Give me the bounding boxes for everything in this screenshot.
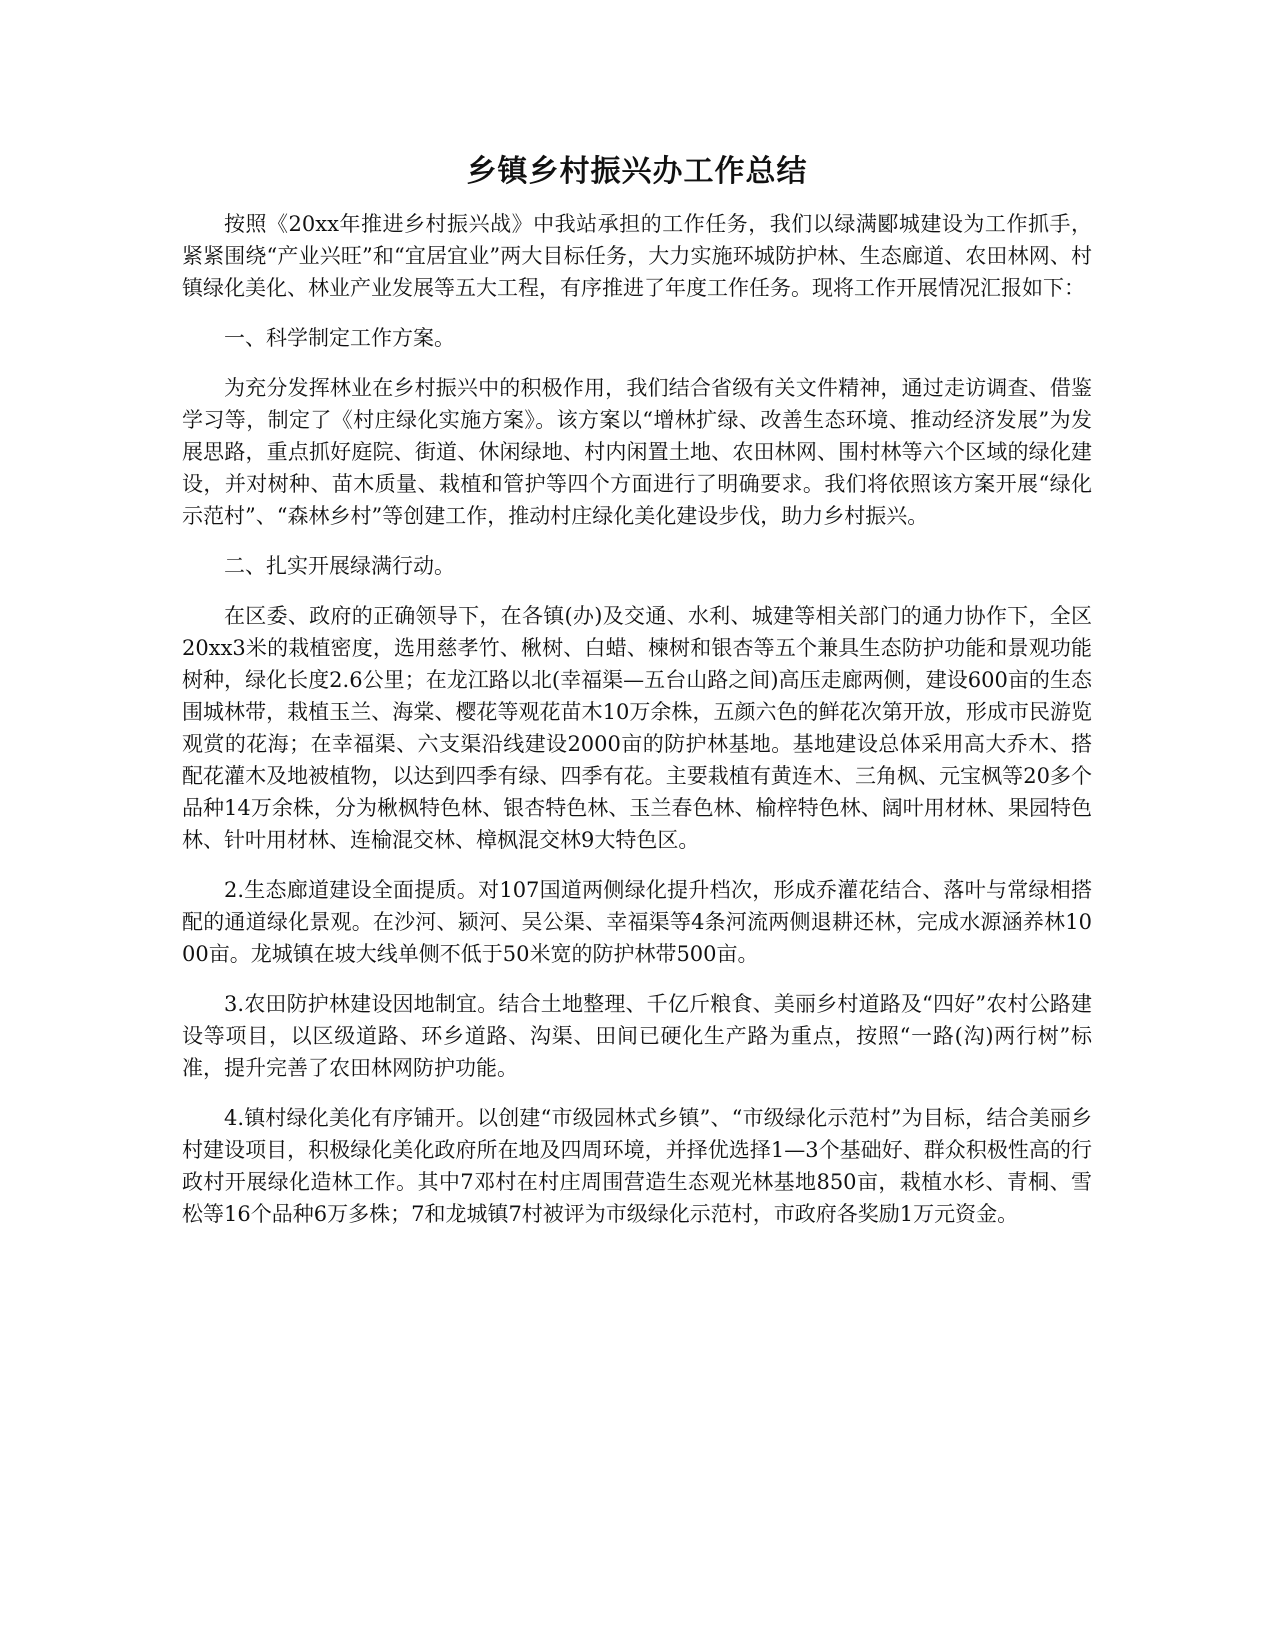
section-heading-1: 一、科学制定工作方案。 [224,326,455,350]
document-title: 乡镇乡村振兴办工作总结 [466,154,808,189]
intro-paragraph: 按照《20xx年推进乡村振兴战》中我站承担的工作任务，我们以绿满郾城建设为工作抓手，紧紧围绕“产业兴旺”和“宜居宜业”两大目标任务，大力实施环城防护林、生态廊道、农田林网、村镇绿化美化、林业产业发展等五大工程，有序推进了年度工作任务。现将工作开展情况汇报如下： [182,212,1092,300]
section-1-paragraph: 为充分发挥林业在乡村振兴中的积极作用，我们结合省级有关文件精神，通过走访调查、借鉴学习等，制定了《村庄绿化实施方案》。该方案以“增林扩绿、改善生态环境、推动经济发展”为发展思路，重点抓好庭院、街道、休闲绿地、村内闲置土地、农田林网、围村林等六个区域的绿化建设，并对树种、苗木质量、栽植和管护等四个方面进行了明确要求。我们将依照该方案开展“绿化示范村”、“森林乡村”等创建工作，推动村庄绿化美化建设步伐，助力乡村振兴。 [182,376,1092,528]
item-2-paragraph: 2.生态廊道建设全面提质。对107国道两侧绿化提升档次，形成乔灌花结合、落叶与常绿相搭配的通道绿化景观。在沙河、颍河、吴公渠、幸福渠等4条河流两侧退耕还林，完成水源涵养林1000亩。龙城镇在坡大线单侧不低于50米宽的防护林带500亩。 [182,878,1092,966]
section-heading-2: 二、扎实开展绿满行动。 [224,554,455,578]
section-2-paragraph: 在区委、政府的正确领导下，在各镇(办)及交通、水利、城建等相关部门的通力协作下，全区20xx3米的栽植密度，选用慈孝竹、楸树、白蜡、楝树和银杏等五个兼具生态防护功能和景观功能树种，绿化长度2.6公里；在龙江路以北(幸福渠—五台山路之间)高压走廊两侧，建设600亩的生态围城林带，栽植玉兰、海棠、樱花等观花苗木10万余株，五颜六色的鲜花次第开放，形成市民游览观赏的花海；在幸福渠、六支渠沿线建设2000亩的防护林基地。基地建设总体采用高大乔木、搭配花灌木及地被植物，以达到四季有绿、四季有花。主要栽植有黄连木、三角枫、元宝枫等20多个品种14万余株，分为楸枫特色林、银杏特色林、玉兰春色林、榆梓特色林、阔叶用材林、果园特色林、针叶用材林、连榆混交林、樟枫混交林9大特色区。 [182,604,1092,852]
item-4-paragraph: 4.镇村绿化美化有序铺开。以创建“市级园林式乡镇”、“市级绿化示范村”为目标，结合美丽乡村建设项目，积极绿化美化政府所在地及四周环境，并择优选择1—3个基础好、群众积极性高的行政村开展绿化造林工作。其中7邓村在村庄周围营造生态观光林基地850亩，栽植水杉、青桐、雪松等16个品种6万多株；7和龙城镇7村被评为市级绿化示范村，市政府各奖励1万元资金。 [182,1106,1092,1226]
document-body [182,150,1092,1248]
item-3-paragraph: 3.农田防护林建设因地制宜。结合土地整理、千亿斤粮食、美丽乡村道路及“四好”农村公路建设等项目，以区级道路、环乡道路、沟渠、田间已硬化生产路为重点，按照“一路(沟)两行树”标准，提升完善了农田林网防护功能。 [182,992,1092,1080]
